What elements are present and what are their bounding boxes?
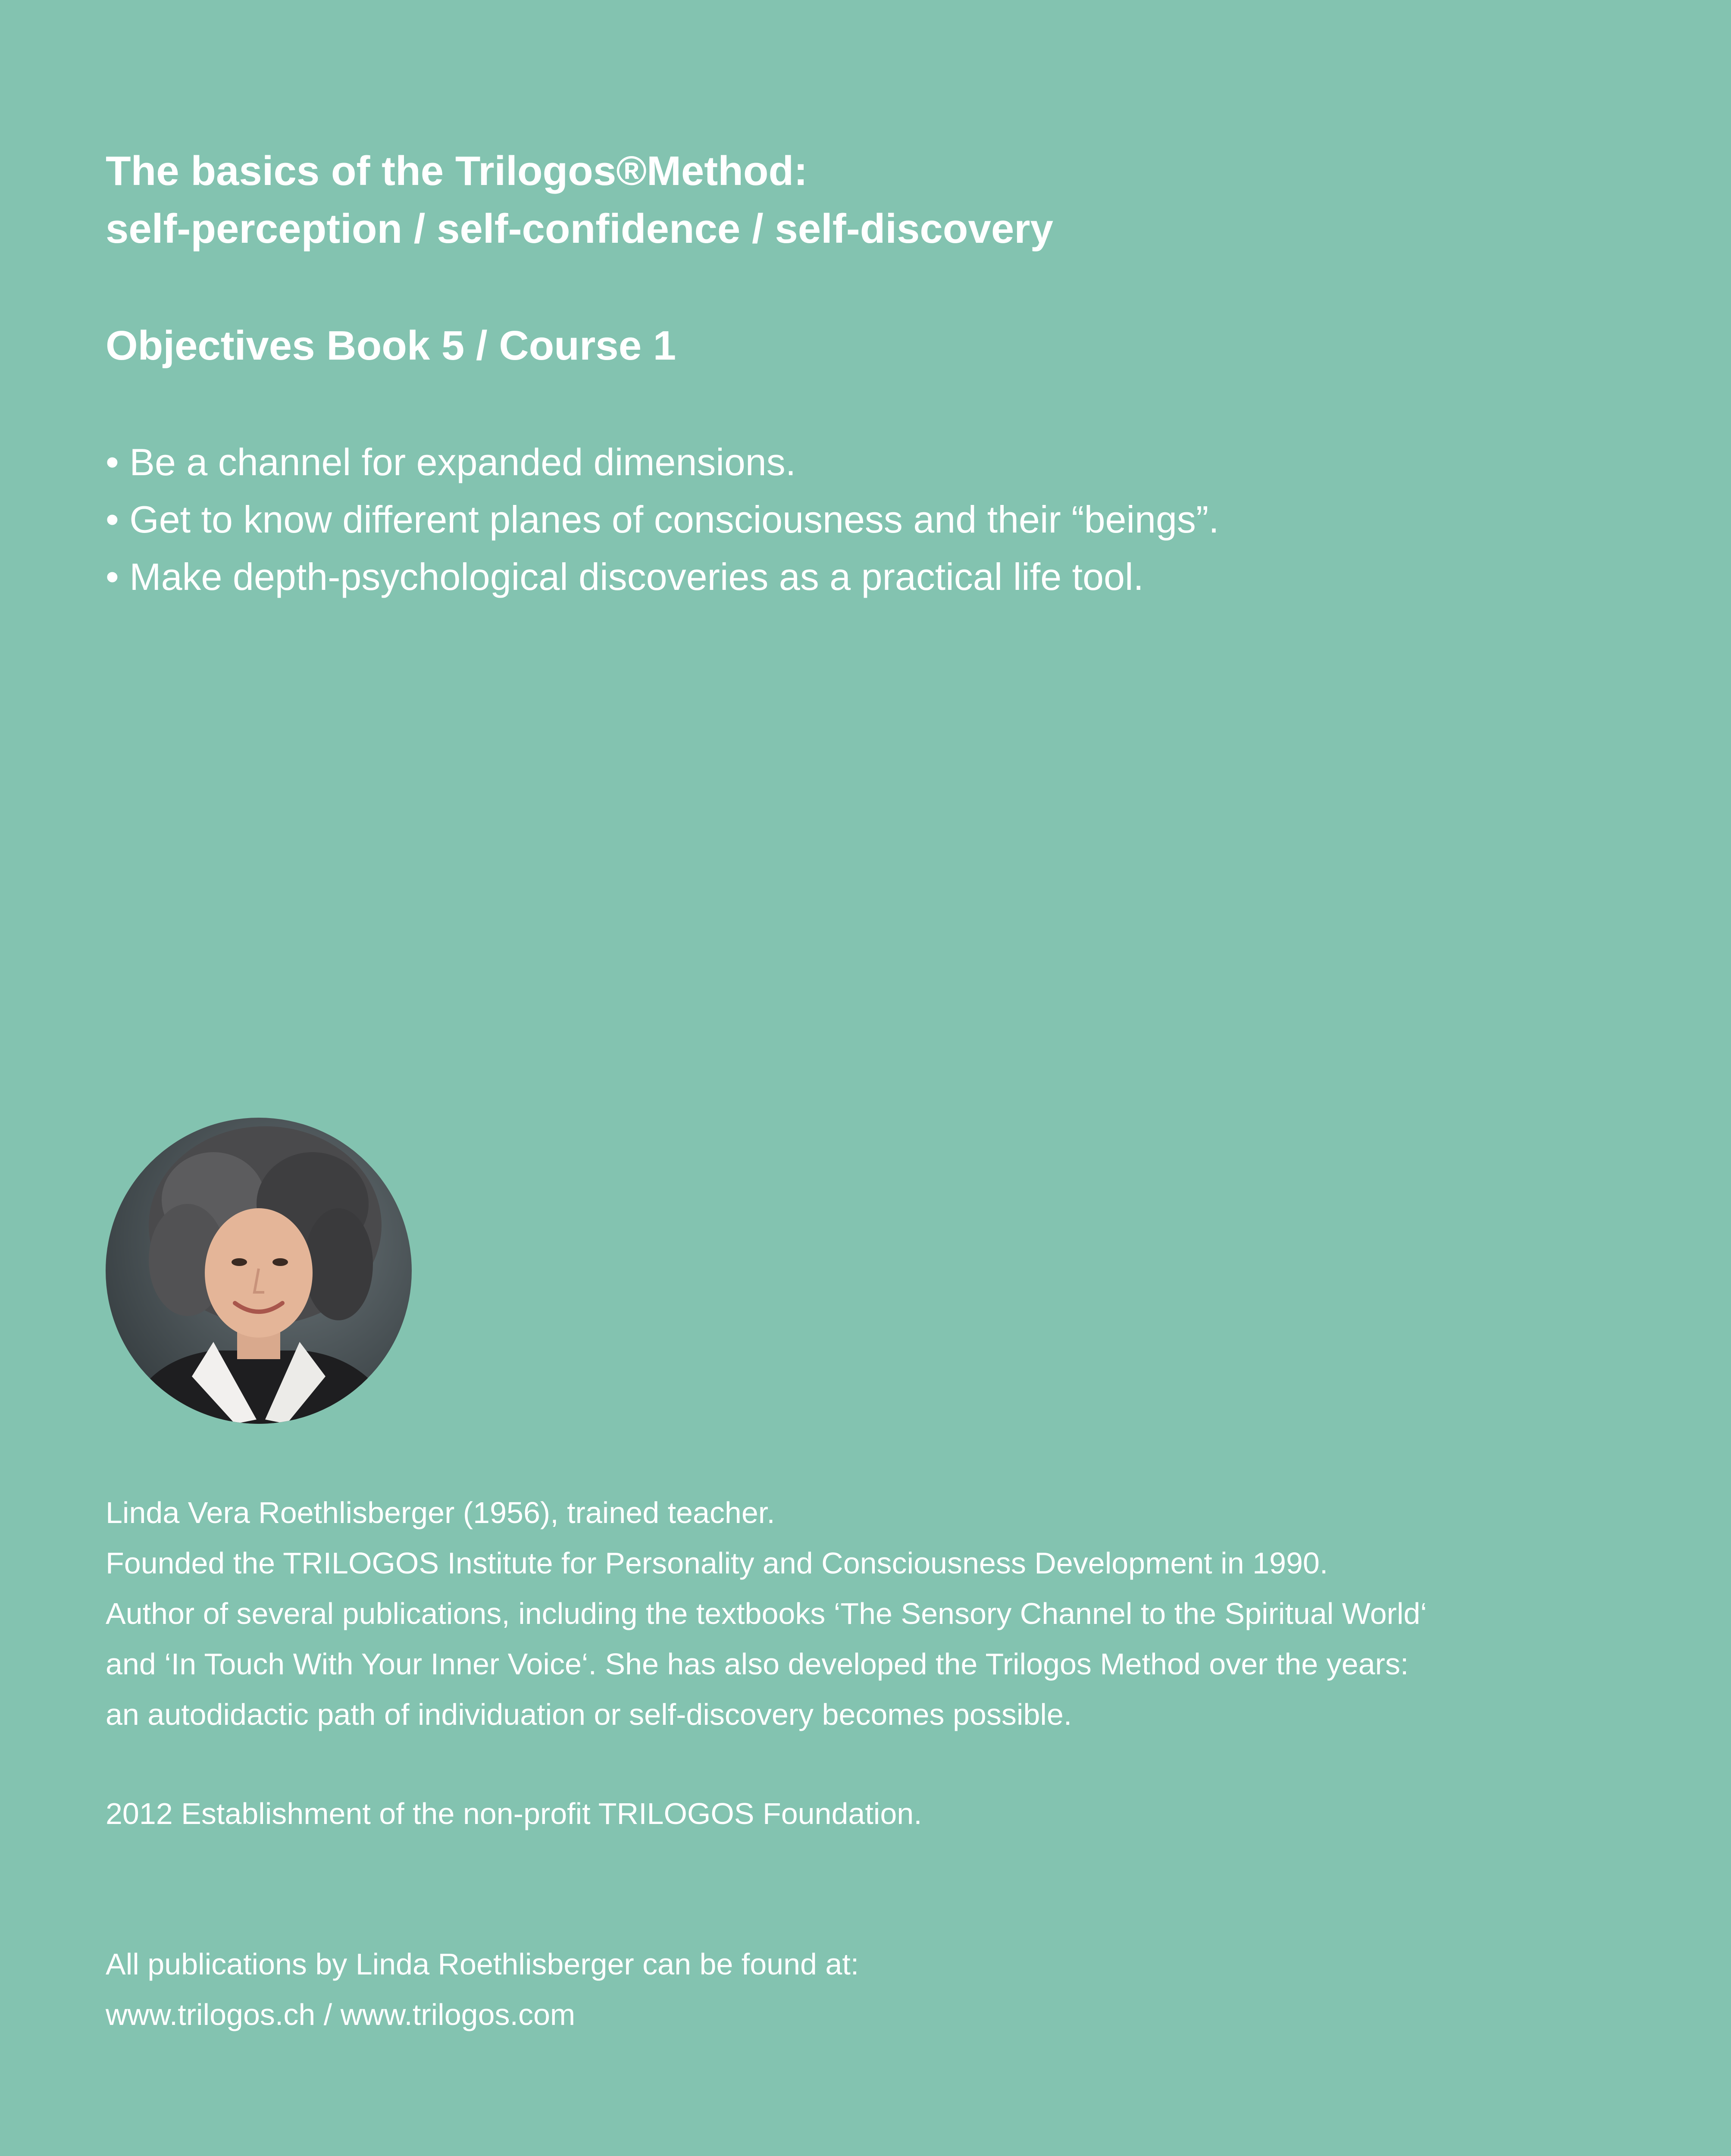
header-line-2: self-perception / self-confidence / self-discovery [106, 206, 1053, 252]
objective-item: • Get to know different planes of consciousness and their “beings”. [106, 498, 1219, 541]
cover-header [106, 142, 1053, 258]
objective-item: • Be a channel for expanded dimensions. [106, 441, 796, 483]
foundation-note: 2012 Establishment of the non-profit TRILOGOS Foundation. [106, 1797, 922, 1830]
bio-line: and ‘In Touch With Your Inner Voice‘. She has also developed the Trilogos Method over the years: [106, 1647, 1409, 1681]
author-portrait [106, 1118, 412, 1424]
publications-intro: All publications by Linda Roethlisberger can be found at: [106, 1947, 859, 1981]
publications-info [106, 1939, 859, 2040]
objectives-list [106, 433, 1219, 605]
bio-line: Linda Vera Roethlisberger (1956), trained teacher. [106, 1496, 775, 1529]
bio-line: an autodidactic path of individuation or self-discovery becomes possible. [106, 1698, 1072, 1731]
header-line-1: The basics of the Trilogos®Method: [106, 148, 808, 194]
author-bio [106, 1488, 1427, 1740]
bio-line: Founded the TRILOGOS Institute for Personality and Consciousness Development in 1990. [106, 1546, 1328, 1580]
objective-item: • Make depth-psychological discoveries as a practical life tool. [106, 555, 1144, 598]
objectives-title: Objectives Book 5 / Course 1 [106, 323, 676, 369]
website-links: www.trilogos.ch / www.trilogos.com [106, 1998, 576, 2031]
bio-line: Author of several publications, including the textbooks ‘The Sensory Channel to the Spiritual World‘ [106, 1597, 1427, 1630]
